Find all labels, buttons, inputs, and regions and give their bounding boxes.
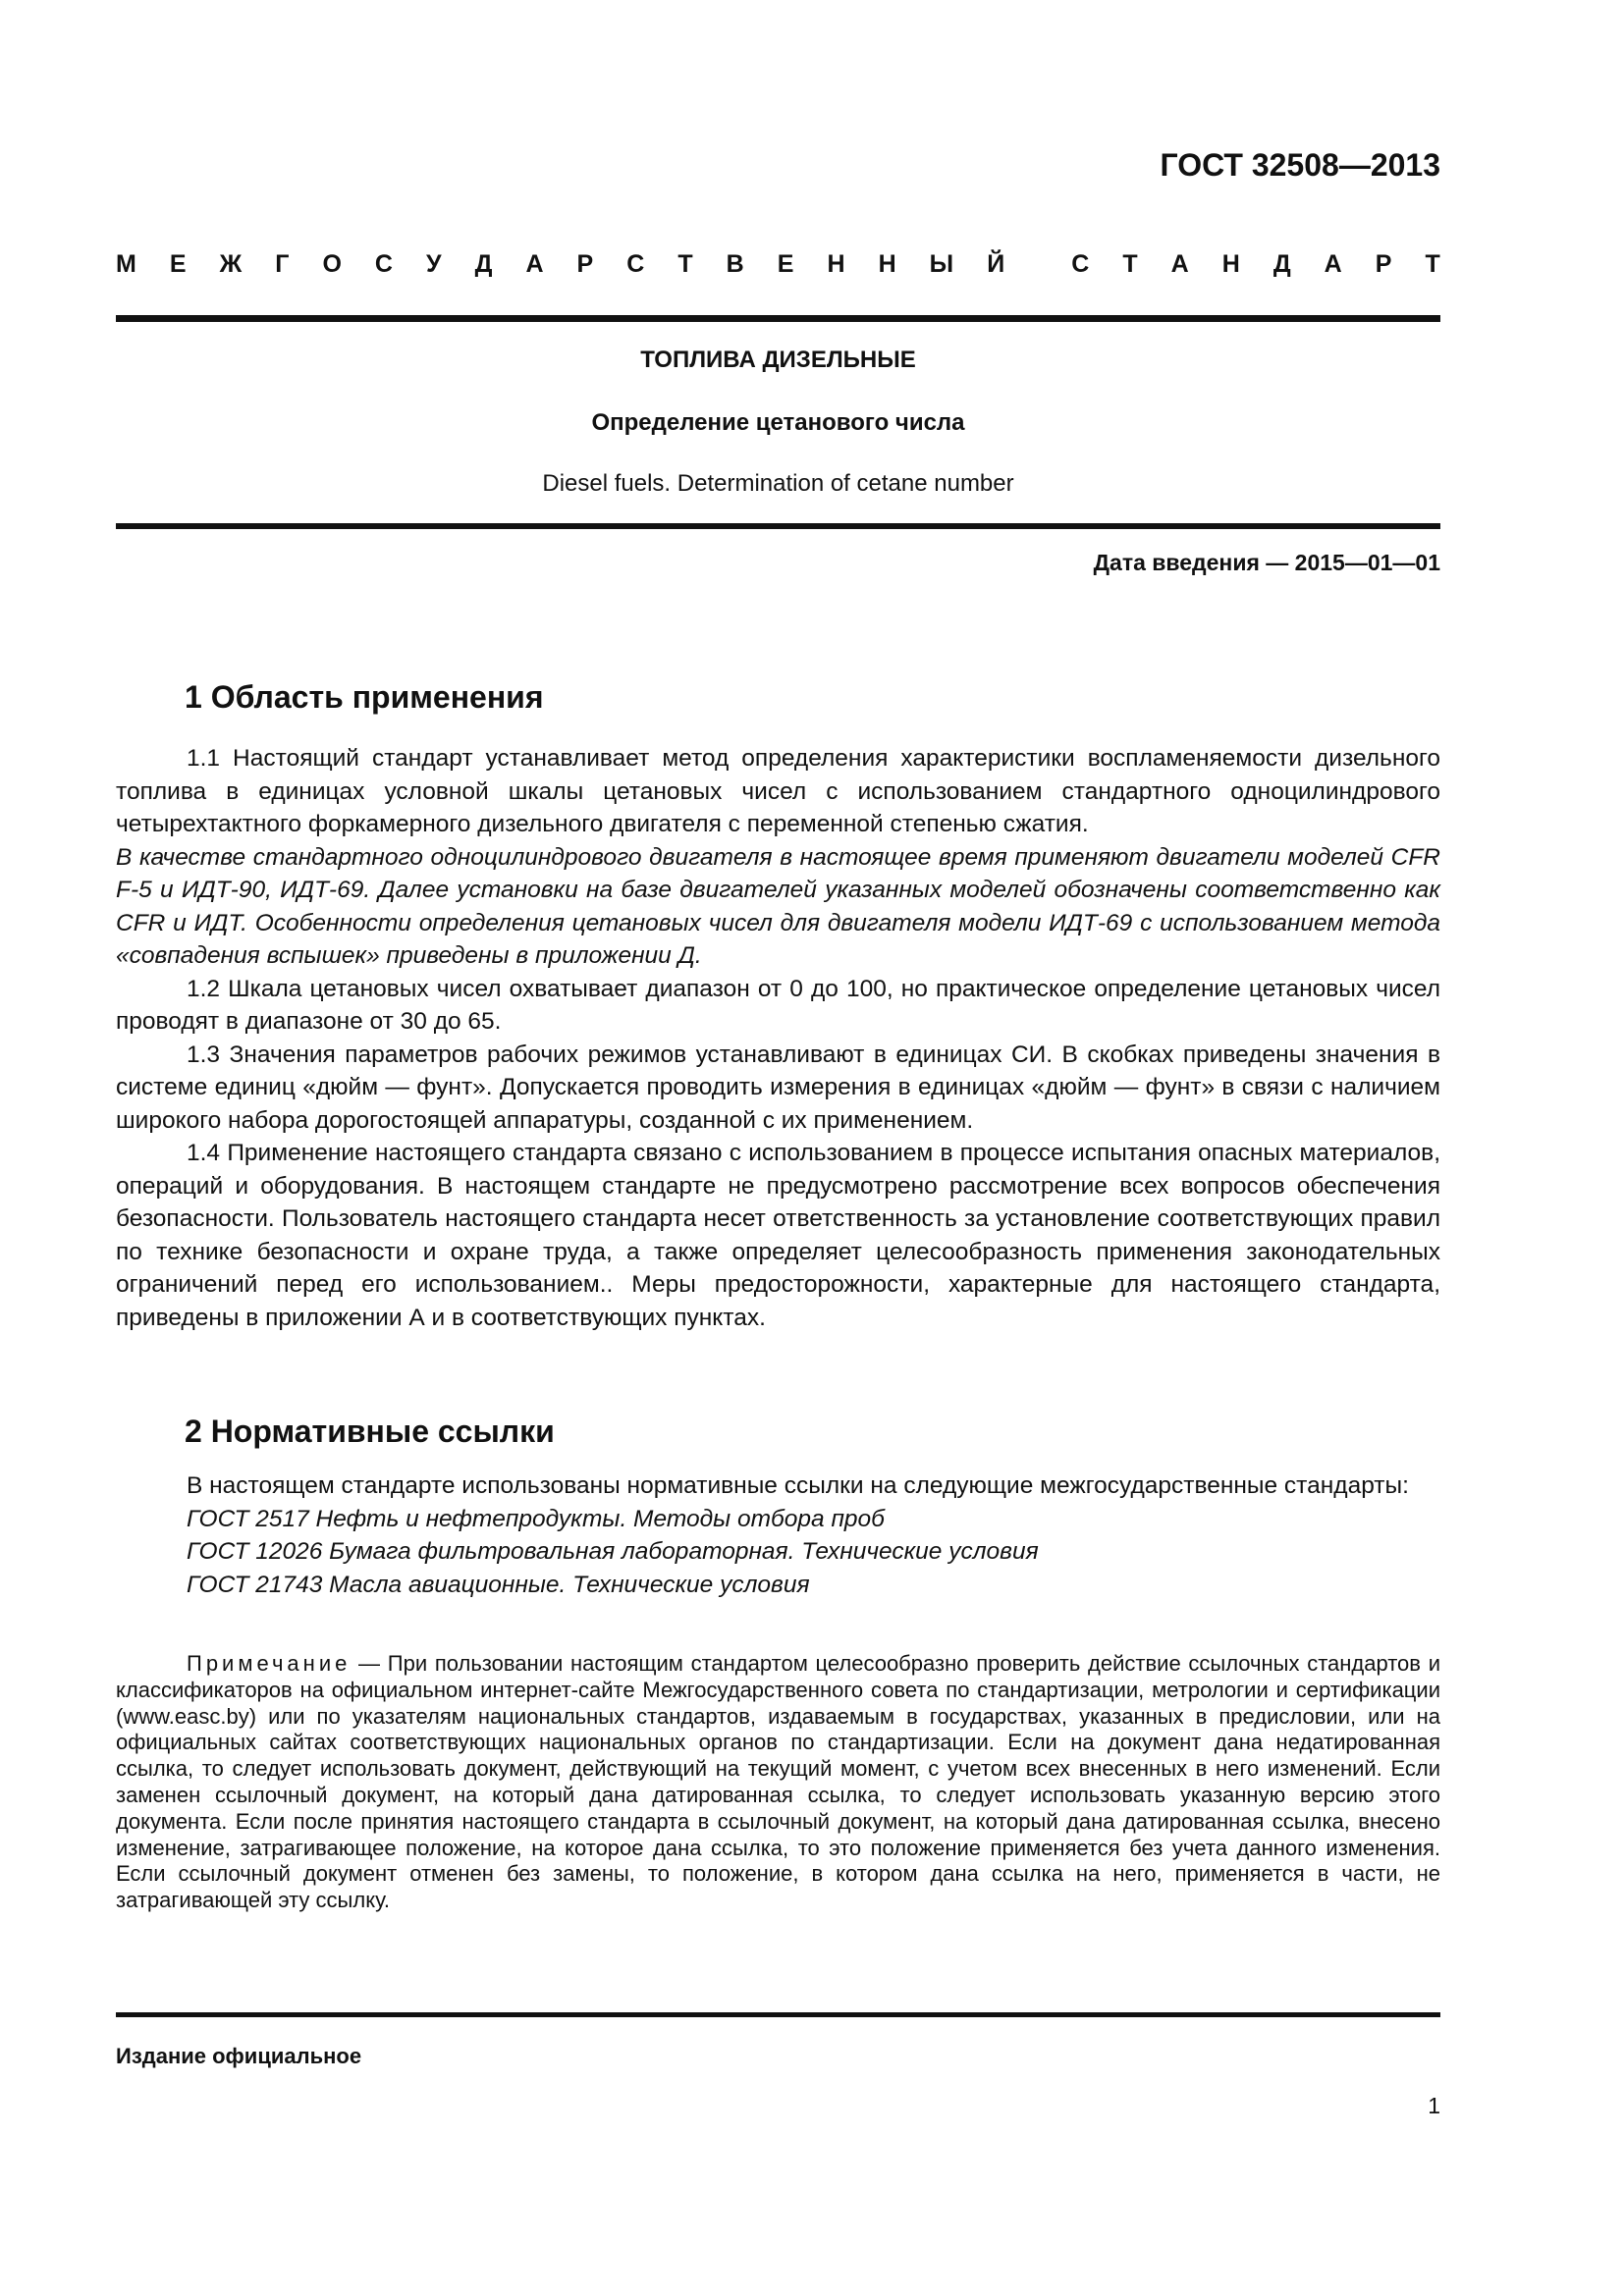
banner-letter: С (1071, 250, 1090, 278)
document-title-english: Diesel fuels. Determination of cetane number (542, 470, 1014, 497)
banner-letter: В (726, 250, 744, 278)
reference-item: ГОСТ 2517 Нефть и нефтепродукты. Методы отбора проб (187, 1505, 885, 1532)
header-rule (116, 315, 1440, 322)
banner-letter: А (1324, 250, 1342, 278)
note-paragraph (116, 1651, 1440, 1914)
footer-rule (116, 2012, 1440, 2017)
paragraph: 1.1 Настоящий стандарт устанавливает метод определения характеристики воспламеняемости дизельного топлива в единицах условной шкалы цетановых чисел с использованием стандартного одноцилиндрового четырехтактного форкамерного дизельного двигателя с переменной степенью сжатия. (116, 745, 1440, 837)
page-number: 1 (1428, 2093, 1440, 2118)
banner-letter: Н (827, 250, 845, 278)
banner-letter: А (1170, 250, 1189, 278)
banner-letter: Т (1122, 250, 1138, 278)
banner-letter: Д (1272, 250, 1291, 278)
paragraph: 1.4 Применение настоящего стандарта связано с использованием в процессе испытания опасных материалов, операций и оборудования. В настоящем стандарте не предусмотрено рассмотрение всех вопросов обеспечения безопасности. Пользователь настоящего стандарта несет ответственность за установление соответствующих правил по технике безопасности и охране труда, а также определяет целесообразность применения законодательных ограничений перед его использованием.. Меры предосторожности, характерные для настоящего стандарта, приведены в приложении А и в соответствующих пунктах. (116, 1140, 1440, 1331)
note-block (116, 1651, 1440, 1914)
note-text: При пользовании настоящим стандартом целесообразно проверить действие ссылочных стандартов и классификаторов на официальном интернет-сайте Межгосударственного совета по стандартизации, метрологии и сертификации (www.easc.by) или по указателям национальных стандартов, издаваемым в государствах, указанных в предисловии, или на официальных сайтах соответствующих национальных органов по стандартизации. Если на документ дана недатированная ссылка, то следует использовать документ, действующий на текущий момент, с учетом всех внесенных в него изменений. Если заменен ссылочный документ, на который дана датированная ссылка, то следует использовать указанную версию этого документа. Если после принятия настоящего стандарта в ссылочный документ, на который дана датированная ссылка, внесено изменение, затрагивающее положение, на которое дана ссылка, то это положение применяется без учета данного изменения. Если ссылочный документ отменен без замены, то положение, в котором дана ссылка на него, применяется в части, не затрагивающей эту ссылку. (116, 1651, 1440, 1913)
banner-letter: Д (474, 250, 493, 278)
reference-item: ГОСТ 12026 Бумага фильтровальная лабораторная. Технические условия (187, 1538, 1039, 1565)
paragraph: В настоящем стандарте использованы нормативные ссылки на следующие межгосударственные стандарты: (187, 1472, 1409, 1499)
document-subtitle: Определение цетанового числа (591, 409, 965, 436)
banner-letter: С (374, 250, 393, 278)
standard-type-banner (116, 250, 1440, 279)
section-references-body (116, 1469, 1440, 1601)
paragraph-italic-note: В качестве стандартного одноцилиндрового двигателя в настоящее время применяют двигатели моделей CFR F-5 и ИДТ-90, ИДТ-69. Далее установки на базе двигателей указанных моделей обозначены соответственно как CFR и ИДТ. Особенности определения цетановых чисел для двигателя модели ИДТ-69 с использованием метода «совпадения вспышек» приведены в приложении Д. (116, 843, 1440, 969)
banner-letter: Г (275, 250, 290, 278)
section-heading-normative-references: 2 Нормативные ссылки (185, 1414, 555, 1449)
document-number: ГОСТ 32508—2013 (1160, 147, 1440, 183)
banner-letter: О (322, 250, 342, 278)
banner-letter: Ы (929, 250, 954, 278)
note-dash: — (351, 1651, 388, 1676)
banner-letter: Р (576, 250, 594, 278)
official-edition-label: Издание официальное (116, 2044, 362, 2068)
introduction-date: Дата введения — 2015—01—01 (1093, 550, 1440, 575)
paragraph: 1.3 Значения параметров рабочих режимов устанавливают в единицах СИ. В скобках приведены значения в системе единиц «дюйм — фунт». Допускается проводить измерения в единицах «дюйм — фунт» в связи с наличием широкого набора дорогостоящей аппаратуры, созданной с их применением. (116, 1041, 1440, 1134)
section-scope-body (116, 742, 1440, 1334)
banner-letter: Е (777, 250, 794, 278)
banner-letter: Ж (219, 250, 243, 278)
banner-letter: Н (1221, 250, 1240, 278)
banner-letter: Р (1375, 250, 1392, 278)
note-label: Примечание (187, 1651, 352, 1676)
reference-item: ГОСТ 21743 Масла авиационные. Технические условия (187, 1571, 810, 1598)
banner-letter: Е (169, 250, 187, 278)
banner-letter: М (116, 250, 136, 278)
banner-letter: Т (677, 250, 693, 278)
banner-letter: У (426, 250, 442, 278)
banner-letter: А (525, 250, 544, 278)
document-title: ТОПЛИВА ДИЗЕЛЬНЫЕ (640, 347, 916, 373)
paragraph: 1.2 Шкала цетановых чисел охватывает диапазон от 0 до 100, но практическое определение цетановых чисел проводят в диапазоне от 30 до 65. (116, 975, 1440, 1035)
banner-letter: С (626, 250, 645, 278)
banner-letter: Й (987, 250, 1005, 278)
banner-letter: Н (878, 250, 896, 278)
title-rule (116, 523, 1440, 529)
section-heading-scope: 1 Область применения (185, 679, 544, 715)
banner-letter: Т (1425, 250, 1440, 278)
